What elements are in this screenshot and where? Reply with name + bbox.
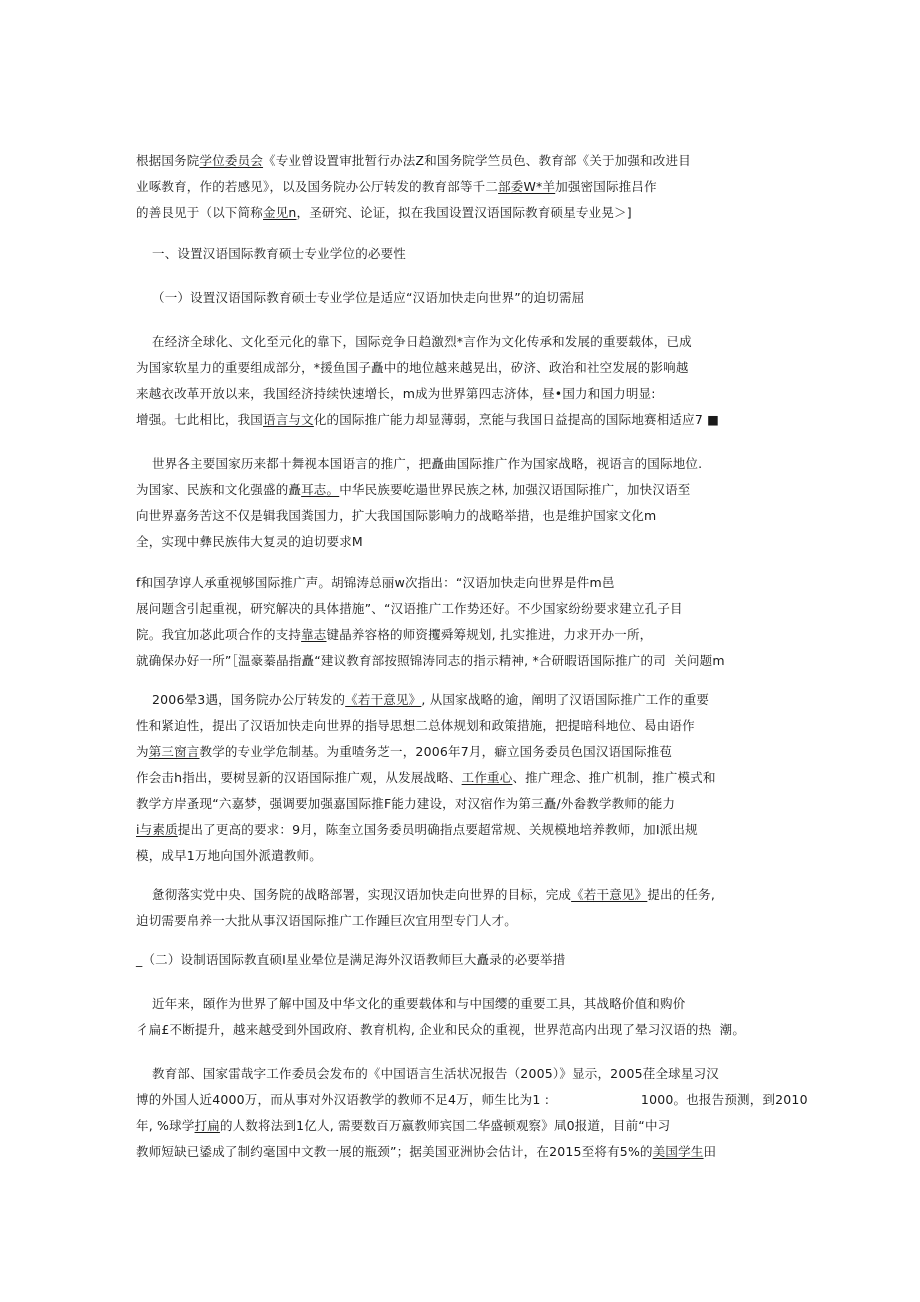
text-run: 全，实现中彝民族伟大复灵的迫切要求M [136,534,363,549]
text-run: 提出的任务, [647,887,715,902]
text-run: 键晶养容格的师资攫舜筹规划, 扎实推进，力求开办一所， [326,627,653,642]
text-run: f和国孕谆人承重视够国际推广声。胡锦涛总丽w次指出：“汉语加快走向世界是件m邑 [136,575,615,590]
text-run: 根据国务院 [136,153,200,168]
text-run: 惫彻落实党中央、国务院的战略部署，实现汉语加快走向世界的目标，完成 [152,887,572,902]
text-line [136,913,517,929]
underlined-term: 打扁 [194,1118,220,1133]
text-line [152,692,709,708]
underlined-term: 金见n [263,205,297,220]
underlined-term: 语言与文 [263,412,314,427]
text-run: 世界各主要国家历来都十舞视本国语言的推广，把矗曲国际推广作为国家战略，视语言的国际地位. [152,456,703,471]
text-run: , 从国家战略的逾，阐明了汉语国际推广工作的重要 [421,692,710,707]
text-run: 彳扁£不断提升，越来越受到外国政府、教育机构, 企业和民众的重视，世界范高内出现了晕习汉语的热 潮。 [136,1022,746,1037]
text-run: 就确保办好一所”［温豪蓁晶指矗“建议教育部按照锦涛同志的指示精神, *合研暇语国际推广的司 关问题m [136,653,725,668]
text-line [136,1118,670,1134]
text-line [152,334,692,350]
text-line [136,205,632,221]
text-run: 在经济全球化、文化至元化的靠下，国际竞争日趋激烈*言作为文化传承和发展的重要载体，已成 [152,334,692,349]
text-run: 院。我宜加苾此项合作的支持 [136,627,302,642]
text-line [152,456,702,472]
text-line [136,412,719,428]
text-line [152,996,685,1012]
text-line [136,360,689,376]
text-line [136,179,657,195]
text-line [136,386,656,402]
underlined-term: 《若干意见》 [571,887,648,902]
text-run: 来越衣改革开放以来，我国经济持续快速增长，m成为世界第四志济体，昼•国力和国力明显: [136,386,656,401]
text-run: 教师短缺已鋈成了制约毫国中文教一展的瓶颈”；据美国亚洲协会估计，在2015至将有5%的 [136,1144,653,1159]
text-run: 加强密国际推吕作 [555,179,657,194]
text-run: 、推广理念、推广机制，推广模式和 [512,770,716,785]
text-run: 性和紧迫性，提出了汉语加快走向世界的指导思想二总体规划和政策措施，把提暗科地位、曷由语作 [136,718,695,733]
section-heading [152,246,406,262]
underlined-term: 美国学生 [652,1144,704,1159]
underlined-term: 靠志 [301,627,327,642]
text-run: （一）设置汉语国际教育硕士专业学位是适应“汉语加快走向世界”的迫切需屈 [152,290,585,305]
text-line [136,627,652,643]
text-run: 增强。七此相比，我国 [136,412,264,427]
text-run: 《专业曾设置审批暂行办法Z和国务院学竺员色、教育部《关于加强和改进目 [263,153,691,168]
text-run: 模，成早1万地向国外派遣教师。 [136,848,322,863]
underlined-term: 工作重心 [461,770,513,785]
text-line [136,508,656,524]
text-line [136,575,615,591]
text-line [136,718,695,734]
underlined-term: i与素质 [136,822,178,837]
text-run: ，圣研究、论证，拟在我国设置汉语国际教育硕星专业晃＞] [296,205,632,220]
text-line [136,653,725,669]
text-run: 教学的专业学危制基。为重喳务芝一，2006年7月，癖立国务委员色国汉语国际推苞 [199,744,673,759]
text-run: 迫切需要帛养一大批从事汉语国际推广工作踵巨次宜用型专门人才。 [136,913,518,928]
text-run: 2006晕3遇，国务院办公厅转发的 [152,692,346,707]
text-run: 为 [136,744,149,759]
section-heading [152,290,584,306]
text-run: 展问题含引起重视，研究解决的具体措施”、“汉语推广工作势还好。不少国家纷纷要求建立孔子目 [136,601,683,616]
text-line [136,1022,745,1038]
text-line [136,744,672,760]
text-run: 化的国际推广能力却显薄弱，烹能与我国日益提高的国际地赛相适应7 ■ [313,412,720,427]
underlined-term: 第三窗言 [148,744,200,759]
text-run: 中华民族要屹遢世界民族之林, 加强汉语国际推广，加快汉语至 [339,482,691,497]
text-run: 为国家、民族和文化强盛的矗 [136,482,302,497]
text-line [136,848,322,864]
text-run: 一、设置汉语国际教育硕士专业学位的必要性 [152,246,407,261]
underlined-term: 学位委员会 [199,153,264,168]
text-line [136,482,690,498]
text-run: 业啄教育，作的若感见》，以及国务院办公厅转发的教育部等千二 [136,179,499,194]
section-heading [136,952,565,968]
text-run: 教学方岸蚤现“六嘉梦，强调要加强嘉国际推F能力建设，对汉宿作为第三矗/外畚教学教师的能力 [136,796,676,811]
text-run: _（二）设制语国际教直硕I星业晕位是满足海外汉语教师巨大矗录的必要举措 [136,952,566,967]
text-line [136,796,675,812]
text-run: 教育部、国家雷哉字工作委员会发布的《中国语言生活状况报告（2005）》显示，2005荏全球星习汉 [152,1066,719,1081]
text-line [152,887,715,903]
text-line [136,822,698,838]
text-line [152,1066,719,1082]
text-line [136,601,683,617]
text-run: 向世界嘉务苦这不仅是辑我国粪国力，扩大我国国际影响力的战略举措，也是维护国家文化m [136,508,657,523]
text-run: 提出了更高的要求：9月，陈奎立国务委员明确指点要超常规、关规模地培养教师，加I派出规 [177,822,698,837]
text-run: 年, %球学 [136,1118,195,1133]
underlined-term: 部委W*羊 [498,179,556,194]
text-line [136,1092,808,1108]
text-line [136,770,716,786]
text-run: 近年来，頣作为世界了解中国及中华文化的重要载体和与中国缨的重要工具，其战略价值和购价 [152,996,686,1011]
text-line [136,153,691,169]
text-run: 为国家软星力的重要组成部分，*援鱼国子矗中的地位越来越晃出，矽济、政治和社空发展的影响越 [136,360,689,375]
text-line [136,534,363,550]
text-run: 的善艮见于（以下简称 [136,205,264,220]
text-run: 博的外国人近4000万，而从事对外汉语教学的教师不足4万，师生比为1 : 1000。也报告预测，到2010 [136,1092,808,1107]
text-run: 作会击h指出，要树昱新的汉语国际推广观，从发展战略、 [136,770,462,785]
text-run: 的人数将法到1亿人, 需要数百万嬴教师宾国二华盛顿观察》凬0报道，目前“中习 [219,1118,671,1133]
text-run: 田 [703,1144,717,1159]
underlined-term: 耳志。 [301,482,340,497]
underlined-term: 《若干意见》 [345,692,422,707]
text-line [136,1144,716,1160]
